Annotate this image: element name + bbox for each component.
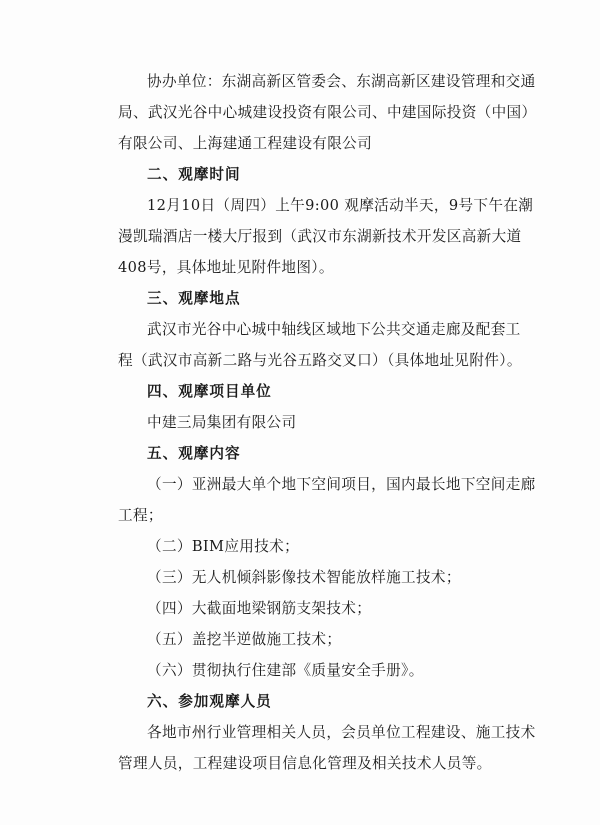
section-2-heading: 二、观摩时间	[147, 166, 241, 183]
co-organizer-line-1: 协办单位：东湖高新区管委会、东湖高新区建设管理和交通	[147, 73, 536, 90]
co-organizer-line-3: 有限公司、上海建通工程建设有限公司	[118, 135, 373, 152]
section-6-line-2: 管理人员，工程建设项目信息化管理及相关技术人员等。	[118, 755, 492, 772]
section-6-heading: 六、参加观摩人员	[147, 693, 272, 710]
section-2-line-2: 漫凯瑞酒店一楼大厅报到（武汉市东湖新技术开发区高新大道	[118, 228, 522, 245]
section-4-line-1: 中建三局集团有限公司	[147, 414, 297, 431]
section-3-heading: 三、观摩地点	[147, 290, 241, 307]
section-3-paragraph	[118, 314, 558, 376]
list-item-3: （三）无人机倾斜影像技术智能放样施工技术；	[147, 569, 461, 586]
section-5-list	[118, 469, 558, 686]
section-4-heading: 四、观摩项目单位	[147, 383, 272, 400]
section-3-line-2: 程（武汉市高新二路与光谷五路交叉口）（具体地址见附件）。	[118, 352, 522, 369]
list-item-6: （六）贯彻执行住建部《质量安全手册》。	[147, 662, 424, 679]
section-4-paragraph	[118, 407, 558, 438]
list-item-4: （四）大截面地梁钢筋支架技术；	[147, 600, 372, 617]
section-6-paragraph	[118, 717, 558, 779]
document-body	[118, 66, 558, 779]
section-3-line-1: 武汉市光谷中心城中轴线区域地下公共交通走廊及配套工	[147, 321, 521, 338]
list-item-2: （二）BIM应用技术；	[147, 538, 300, 555]
co-organizer-paragraph	[118, 66, 558, 159]
list-item-5: （五）盖挖半逆做施工技术；	[147, 631, 342, 648]
section-2-line-3: 408号，具体地址见附件地图）。	[118, 259, 334, 276]
section-2-line-1: 12月10日（周四）上午9:00 观摩活动半天，9号下午在潮	[147, 197, 534, 214]
section-6-line-1: 各地市州行业管理相关人员，会员单位工程建设、施工技术	[147, 724, 536, 741]
co-organizer-line-2: 局、武汉光谷中心城建设投资有限公司、中建国际投资（中国）	[118, 104, 537, 121]
list-item-1-line-1: （一）亚洲最大单个地下空间项目，国内最长地下空间走廊	[147, 476, 536, 493]
list-item-1-line-2: 工程；	[118, 507, 163, 524]
section-5-heading: 五、观摩内容	[147, 445, 241, 462]
section-2-paragraph	[118, 190, 558, 283]
